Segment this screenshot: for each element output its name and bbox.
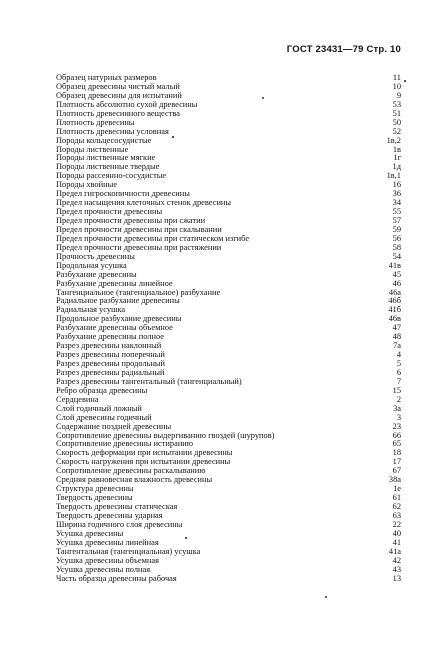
entry-term: Плотность древесины xyxy=(56,117,135,127)
entry-term: Прочность древесины xyxy=(56,251,135,261)
entry-term: Усушка древесины линейная xyxy=(56,537,159,547)
entry-reference-number: 56 xyxy=(392,233,401,243)
entry-reference-number: 65 xyxy=(392,439,401,449)
entry-reference-number: 47 xyxy=(392,323,401,333)
entry-reference-number: 51 xyxy=(392,108,401,118)
entry-term: Твердость древесины xyxy=(56,493,133,503)
entry-reference-number: 40 xyxy=(392,528,401,538)
entry-reference-number: 57 xyxy=(392,216,401,225)
entry-term: Образец древесины для испытаний xyxy=(56,90,182,100)
entry-term: Слой древесины годичный xyxy=(56,412,152,422)
entry-reference-number: 46в xyxy=(388,314,401,324)
entry-reference-number: 10 xyxy=(392,81,401,91)
entry-term: Твердость древесины ударная xyxy=(56,510,163,520)
entry-term: Слой годичный ложный xyxy=(56,403,142,413)
entry-term: Усушка древесины xyxy=(56,528,124,538)
entry-reference-number: 54 xyxy=(392,251,401,261)
standard-number: ГОСТ 23431—79 xyxy=(286,44,364,55)
entry-reference-number: 2 xyxy=(396,394,401,404)
entry-term: Плотность древесины условная xyxy=(56,126,169,136)
entry-reference-number: 42 xyxy=(392,555,401,565)
entry-term: Твердость древесины статическая xyxy=(56,502,178,511)
entry-reference-number: 59 xyxy=(392,224,401,234)
entry-reference-number: 67 xyxy=(392,466,401,476)
entry-reference-number: 6 xyxy=(396,367,401,377)
entry-term: Ребро образца древесины xyxy=(56,385,148,395)
entry-term: Породы кольцесосудистые xyxy=(56,135,152,145)
entry-reference-number: 18 xyxy=(392,448,401,458)
entry-reference-number: 15 xyxy=(392,385,401,395)
entry-term: Предел гигроскопичности древесины xyxy=(56,189,190,199)
page-number: Стр. 10 xyxy=(366,44,401,55)
entry-reference-number: 45 xyxy=(392,269,401,279)
entry-reference-number: 7 xyxy=(396,376,401,386)
entry-reference-number: 52 xyxy=(392,126,401,136)
entry-term: Разбухание древесины объемное xyxy=(56,323,173,333)
entry-term: Продольная усушка xyxy=(56,260,127,270)
entry-reference-number: 46 xyxy=(392,278,401,288)
entry-reference-number: 1г xyxy=(393,153,401,163)
entry-term: Плотность абсолютно сухой древесины xyxy=(56,99,198,109)
entry-term: Ширина годичного слоя древесины xyxy=(56,519,183,529)
scan-speck xyxy=(262,97,264,99)
entry-term: Продольное разбухание древесины xyxy=(56,314,182,324)
entry-reference-number: 66 xyxy=(392,430,401,440)
entry-term: Средняя равновесная влажность древесины xyxy=(56,475,213,485)
entry-term: Радиальное разбухание древесины xyxy=(56,296,180,306)
entry-reference-number: 13 xyxy=(392,573,401,583)
entry-reference-number: 1д xyxy=(392,162,401,172)
entry-term: Содержание поздней древесины xyxy=(56,421,172,431)
entry-term: Плотность древесинного вещества xyxy=(56,108,180,118)
entry-term: Разрез древесины тангентальный (тангенциальный) xyxy=(56,376,242,386)
entry-reference-number: 41в xyxy=(388,260,401,270)
index-entry xyxy=(56,575,401,584)
entry-reference-number: 41а xyxy=(388,546,401,556)
entry-reference-number: 5 xyxy=(396,359,401,368)
entry-term: Породы лиственные xyxy=(56,144,129,154)
entry-reference-number: 3а xyxy=(393,403,401,413)
scan-speck xyxy=(404,80,406,82)
entry-reference-number: 58 xyxy=(392,242,401,252)
entry-term: Усушка древесины полная xyxy=(56,564,151,574)
entry-reference-number: 46б xyxy=(388,296,401,306)
entry-reference-number: 11 xyxy=(392,73,401,82)
entry-term: Предел прочности древесины при статическом изгибе xyxy=(56,233,250,243)
entry-reference-number: 38а xyxy=(388,475,401,485)
entry-reference-number: 36 xyxy=(392,189,401,199)
entry-reference-number: 34 xyxy=(392,198,401,208)
entry-term: Образец древесины чистый малый xyxy=(56,81,180,91)
entry-reference-number: 9 xyxy=(396,90,401,100)
entry-reference-number: 41б xyxy=(388,305,401,315)
entry-term: Породы хвойные xyxy=(56,180,117,190)
entry-reference-number: 63 xyxy=(392,510,401,520)
entry-term: Скорость нагружения при испытании древесины xyxy=(56,457,231,467)
entry-reference-number: 53 xyxy=(392,99,401,109)
page-header xyxy=(287,44,401,55)
entry-reference-number: 17 xyxy=(392,457,401,467)
entry-term: Предел прочности древесины xyxy=(56,207,163,217)
entry-term: Сопротивление древесины выдергиванию гвоздей (шурупов) xyxy=(56,430,275,440)
entry-term: Разбухание древесины линейное xyxy=(56,278,173,288)
entry-term: Тангентальная (тангенциальная) усушка xyxy=(56,546,201,556)
entry-term: Разрез древесины продольный xyxy=(56,359,166,368)
entry-reference-number: 7а xyxy=(393,341,401,351)
entry-term: Разрез древесины наклонный xyxy=(56,341,162,351)
entry-reference-number: 46а xyxy=(388,287,401,297)
entry-term: Породы рассеянно-сосудистые xyxy=(56,171,167,181)
entry-term: Часть образца древесины рабочая xyxy=(56,573,177,583)
entry-term: Разбухание древесины полное xyxy=(56,332,165,342)
entry-term: Породы лиственные мягкие xyxy=(56,153,156,163)
entry-reference-number: 48 xyxy=(392,332,401,342)
entry-reference-number: 62 xyxy=(392,502,401,511)
entry-reference-number: 1е xyxy=(393,484,401,494)
entry-reference-number: 43 xyxy=(392,564,401,574)
entry-term: Разрез древесины поперечный xyxy=(56,350,165,360)
scan-speck xyxy=(172,136,174,138)
index-list xyxy=(56,74,401,583)
entry-term: Сопротивление древесины раскалыванию xyxy=(56,466,206,476)
entry-reference-number: 1в,2 xyxy=(386,135,401,145)
entry-term: Образец натурных размеров xyxy=(56,73,157,82)
entry-term: Породы лиственные твердые xyxy=(56,162,160,172)
entry-term: Тангенциальное (тангенциальное) разбухание xyxy=(56,287,221,297)
scan-speck xyxy=(185,537,187,539)
entry-term: Усушка древесины объемная xyxy=(56,555,159,565)
entry-term: Сердцевина xyxy=(56,394,99,404)
entry-term: Скорость деформации при испытании древесины xyxy=(56,448,233,458)
entry-reference-number: 23 xyxy=(392,421,401,431)
entry-term: Радиальная усушка xyxy=(56,305,126,315)
entry-reference-number: 1в,1 xyxy=(386,171,401,181)
entry-term: Предел прочности древесины при сжатии xyxy=(56,216,206,225)
entry-term: Сопротивление древесины истиранию xyxy=(56,439,194,449)
entry-term: Предел прочности древесины при скалывании xyxy=(56,224,222,234)
entry-reference-number: 1в xyxy=(392,144,401,154)
entry-reference-number: 41 xyxy=(392,537,401,547)
entry-term: Разбухание древесины xyxy=(56,269,137,279)
entry-reference-number: 50 xyxy=(392,117,401,127)
entry-reference-number: 4 xyxy=(396,350,401,360)
entry-reference-number: 3 xyxy=(396,412,401,422)
entry-term: Структура древесины xyxy=(56,484,134,494)
index-entry xyxy=(56,387,401,396)
entry-reference-number: 55 xyxy=(392,207,401,217)
entry-term: Разрез древесины радиальный xyxy=(56,367,165,377)
scan-speck xyxy=(325,596,327,598)
entry-reference-number: 16 xyxy=(392,180,401,190)
entry-reference-number: 22 xyxy=(392,519,401,529)
entry-term: Предел насыщения клеточных стенок древесины xyxy=(56,198,232,208)
entry-reference-number: 61 xyxy=(392,493,401,503)
entry-term: Предел прочности древесины при растяжении xyxy=(56,242,222,252)
